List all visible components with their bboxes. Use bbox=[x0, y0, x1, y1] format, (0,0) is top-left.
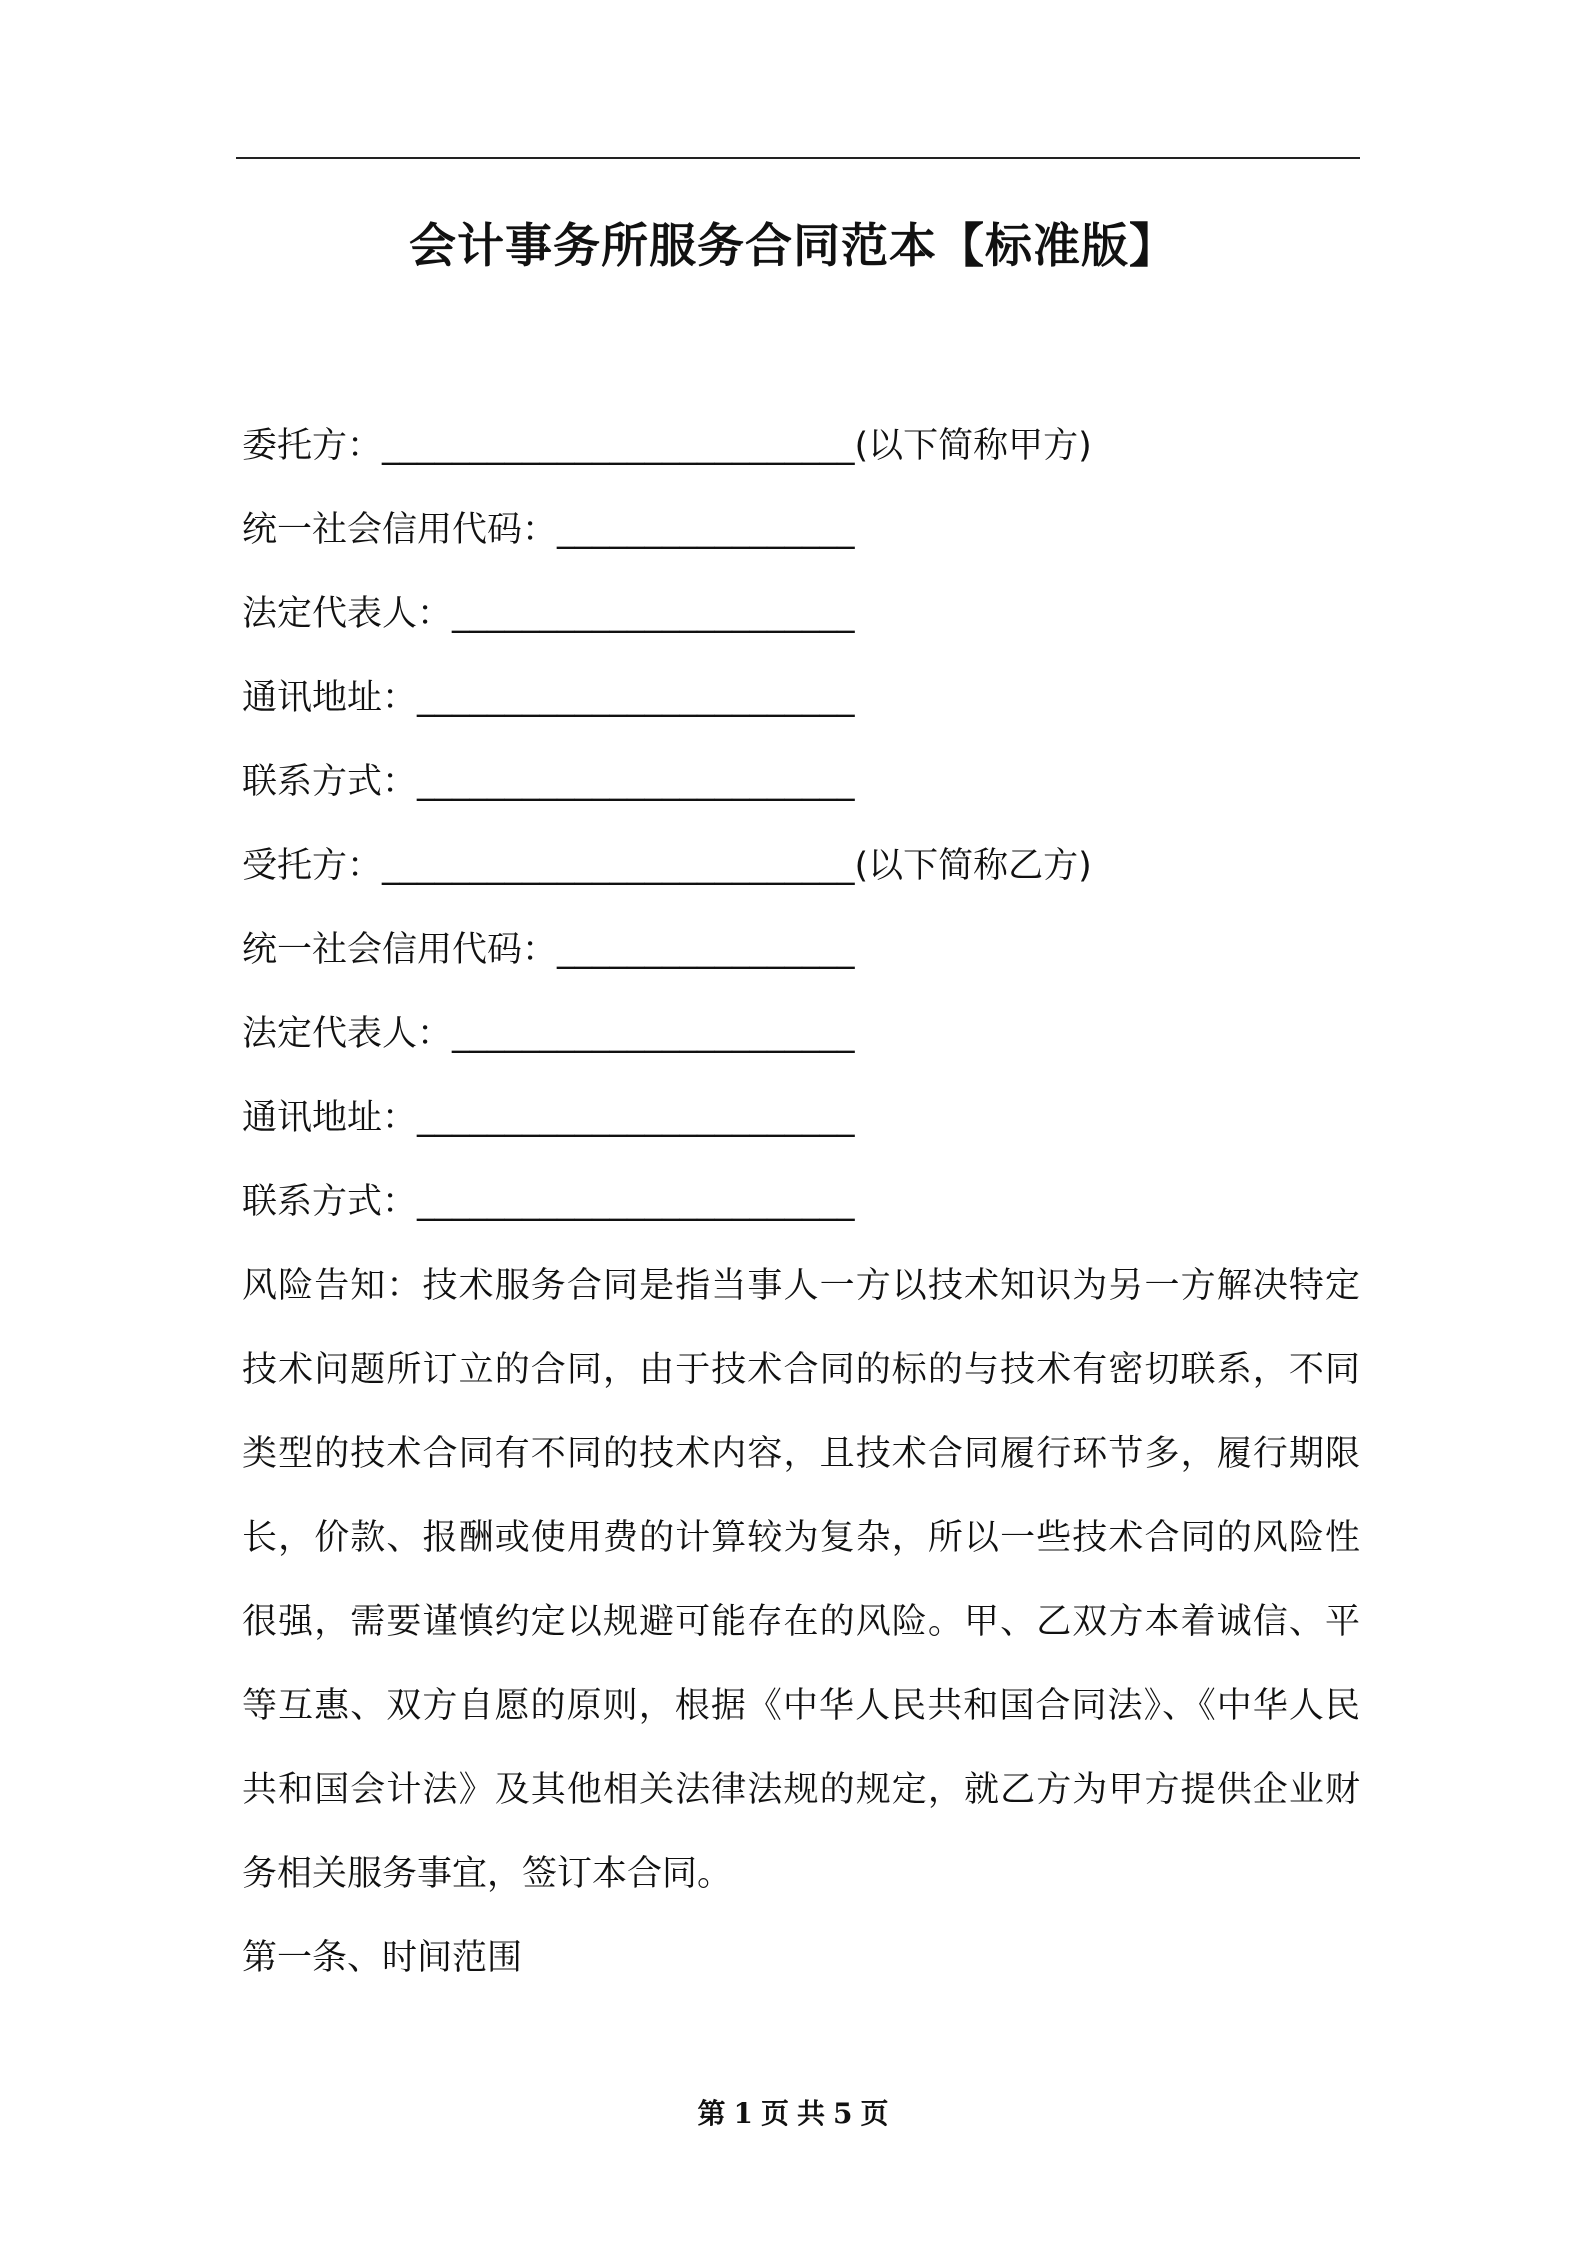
document-body bbox=[242, 404, 1360, 2000]
document-title: 会计事务所服务合同范本【标准版】 bbox=[409, 219, 1177, 274]
footer-total-prefix: 共 bbox=[797, 2097, 826, 2130]
risk-notice-paragraph: 风险告知：技术服务合同是指当事人一方以技术知识为另一方解决特定技术问题所订立的合同，由于技术合同的标的与技术有密切联系，不同类型的技术合同有不同的技术内容，且技术合同履行环节多，履行期限长，价款、报酬或使用费的计算较为复杂，所以一些技术合同的风险性很强，需要谨慎约定以规避可能存在的风险。甲、乙双方本着诚信、平等互惠、双方自愿的原则，根据《中华人民共和国合同法》、《中华人民共和国会计法》及其他相关法律法规的规定，就乙方为甲方提供企业财务相关服务事宜，签订本合同。 bbox=[242, 1266, 1360, 1894]
footer-current-page: 1 bbox=[733, 2097, 753, 2130]
party-a-credit-code-line: 统一社会信用代码：_________________ bbox=[242, 510, 855, 550]
party-a-contact-line: 联系方式：_________________________ bbox=[242, 762, 855, 802]
page-footer bbox=[0, 2094, 1586, 2134]
party-b-name-line: 受托方：___________________________(以下简称乙方) bbox=[242, 846, 1092, 886]
footer-total-pages: 5 bbox=[833, 2097, 853, 2130]
footer-total-suffix: 页 bbox=[860, 2097, 889, 2130]
party-a-name-line: 委托方：___________________________(以下简称甲方) bbox=[242, 426, 1092, 466]
party-a-address-line: 通讯地址：_________________________ bbox=[242, 678, 855, 718]
party-b-legal-rep-line: 法定代表人：_______________________ bbox=[242, 1014, 855, 1054]
party-b-credit-code-line: 统一社会信用代码：_________________ bbox=[242, 930, 855, 970]
header-rule bbox=[236, 157, 1360, 159]
party-b-address-line: 通讯地址：_________________________ bbox=[242, 1098, 855, 1138]
article-1-heading: 第一条、时间范围 bbox=[242, 1938, 523, 1978]
party-b-contact-line: 联系方式：_________________________ bbox=[242, 1182, 855, 1222]
footer-page-prefix: 第 bbox=[697, 2097, 726, 2130]
party-a-legal-rep-line: 法定代表人：_______________________ bbox=[242, 594, 855, 634]
footer-page-word: 页 bbox=[760, 2097, 789, 2130]
